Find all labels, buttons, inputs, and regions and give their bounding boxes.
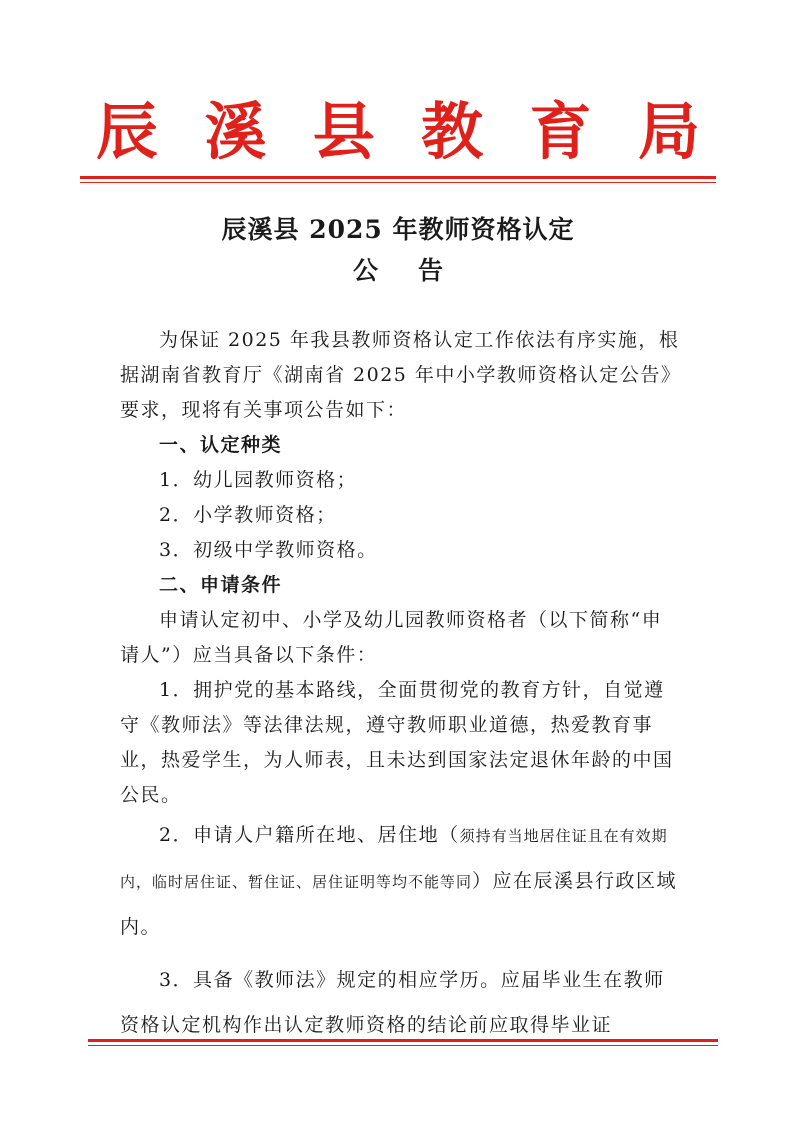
condition-2: [120, 813, 680, 950]
condition-2-text-end: ）应在辰溪县行政区域内。: [120, 870, 678, 938]
document-subtitle: 公告: [352, 256, 483, 285]
section-heading-types: 一、认定种类: [159, 434, 283, 456]
masthead-char: 溪: [204, 95, 267, 168]
masthead-char: 县: [312, 95, 375, 168]
list-item: 3．初级中学教师资格。: [159, 539, 378, 561]
conditions-intro: 申请认定初中、小学及幼儿园教师资格者（以下简称“申请人”）应当具备以下条件：: [120, 609, 663, 666]
footer-divider-thin: [88, 1045, 718, 1046]
masthead-char: 局: [637, 95, 700, 168]
masthead-char: 教: [421, 95, 484, 168]
header-divider-thick: [80, 176, 716, 179]
masthead: [80, 92, 716, 172]
list-item: 1．幼儿园教师资格；: [159, 469, 358, 491]
condition-2-note: 须持有当地居住证且在有效期内，临时居住证、暂住证、居住证明等均不能等同: [120, 827, 668, 891]
header-divider: [80, 176, 716, 183]
condition-3: 3．具备《教师法》规定的相应学历。应届毕业生在教师资格认定机构作出认定教师资格的结论前应取得毕业证: [120, 969, 665, 1036]
header-divider-thin: [80, 182, 716, 183]
footer-divider: [88, 1039, 718, 1046]
condition-1: 1．拥护党的基本路线，全面贯彻党的教育方针，自觉遵守《教师法》等法律法规，遵守教师职业道德，热爱教育事业，热爱学生，为人师表，且未达到国家法定退休年龄的中国公民。: [120, 679, 674, 806]
condition-2-text: 2．申请人户籍所在地、居住地（: [159, 824, 460, 846]
list-item: 2．小学教师资格；: [159, 504, 337, 526]
intro-paragraph: 为保证 2025 年我县教师资格认定工作依法有序实施，根据湖南省教育厅《湖南省 2025 年中小学教师资格认定公告》要求，现将有关事项公告如下：: [120, 329, 680, 421]
document-title: 辰溪县 2025 年教师资格认定: [221, 215, 575, 244]
masthead-char: 辰: [95, 95, 158, 168]
section-heading-conditions: 二、申请条件: [159, 574, 283, 596]
masthead-char: 育: [529, 95, 592, 168]
footer-divider-thick: [88, 1039, 718, 1042]
document-body: [120, 323, 680, 1048]
